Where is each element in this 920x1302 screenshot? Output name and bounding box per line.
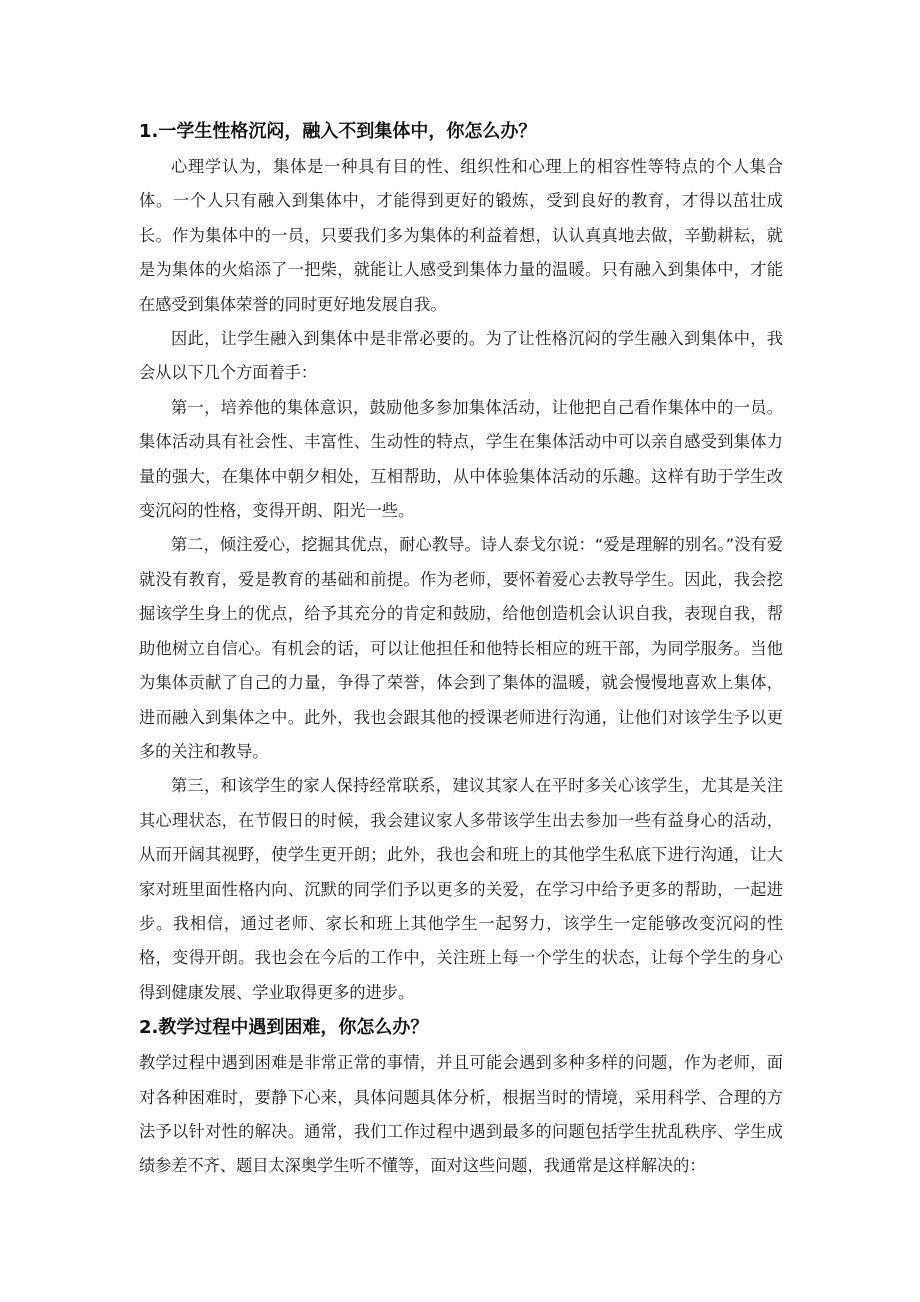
answer-paragraph: 第三，和该学生的家人保持经常联系，建议其家人在平时多关心该学生，尤其是关注其心理状态，在节假日的时候，我会建议家人多带该学生出去参加一些有益身心的活动，从而开阔其视野，使学生更开朗；此外，我也会和班上的其他学生私底下进行沟通，让大家对班里面性格内向、沉默的同学们予以更多的关爱，在学习中给予更多的帮助，一起进步。我相信，通过老师、家长和班上其他学生一起努力，该学生一定能够改变沉闷的性格，变得开朗。我也会在今后的工作中，关注班上每一个学生的状态，让每个学生的身心得到健康发展、学业取得更多的进步。 xyxy=(139,776,783,1002)
answer-paragraph: 因此，让学生融入到集体中是非常必要的。为了让性格沉闷的学生融入到集体中，我会从以下几个方面着手： xyxy=(139,329,783,383)
answer-paragraph: 第一，培养他的集体意识，鼓励他多参加集体活动，让他把自己看作集体中的一员。集体活动具有社会性、丰富性、生动性的特点，学生在集体活动中可以亲自感受到集体力量的强大，在集体中朝夕相处，互相帮助，从中体验集体活动的乐趣。这样有助于学生改变沉闷的性格，变得开朗、阳光一些。 xyxy=(139,397,783,521)
question-heading-1: 1.一学生性格沉闷，融入不到集体中，你怎么办？ xyxy=(139,121,537,142)
answer-paragraph: 第二，倾注爱心，挖掘其优点，耐心教导。诗人泰戈尔说：“爱是理解的别名。”没有爱就没有教育，爱是教育的基础和前提。作为老师，要怀着爱心去教导学生。因此，我会挖掘该学生身上的优点，给予其充分的肯定和鼓励，给他创造机会认识自我，表现自我，帮助他树立自信心。有机会的话，可以让他担任和他特长相应的班干部，为同学服务。当他为集体贡献了自己的力量，争得了荣誉，体会到了集体的温暖，就会慢慢地喜欢上集体，进而融入到集体之中。此外，我也会跟其他的授课老师进行沟通，让他们对该学生予以更多的关注和教导。 xyxy=(139,535,783,761)
question-heading-2: 2.教学过程中遇到困难，你怎么办？ xyxy=(139,1017,429,1039)
answer-paragraph: 心理学认为，集体是一种具有目的性、组织性和心理上的相容性等特点的个人集合体。一个人只有融入到集体中，才能得到更好的锻炼，受到良好的教育，才得以茁壮成长。作为集体中的一员，只要我们多为集体的利益着想，认认真真地去做，辛勤耕耘，就是为集体的火焰添了一把柴，就能让人感受到集体力量的温暖。只有融入到集体中，才能在感受到集体荣誉的同时更好地发展自我。 xyxy=(139,157,783,314)
answer-paragraph: 教学过程中遇到困难是非常正常的事情，并且可能会遇到多种多样的问题，作为老师，面对各种困难时，要静下心来，具体问题具体分析，根据当时的情境，采用科学、合理的方法予以针对性的解决。通常，我们工作过程中遇到最多的问题包括学生扰乱秩序、学生成绩参差不齐、题目太深奥学生听不懂等，面对这些问题，我通常是这样解决的： xyxy=(139,1053,783,1176)
document-body xyxy=(139,114,783,1184)
